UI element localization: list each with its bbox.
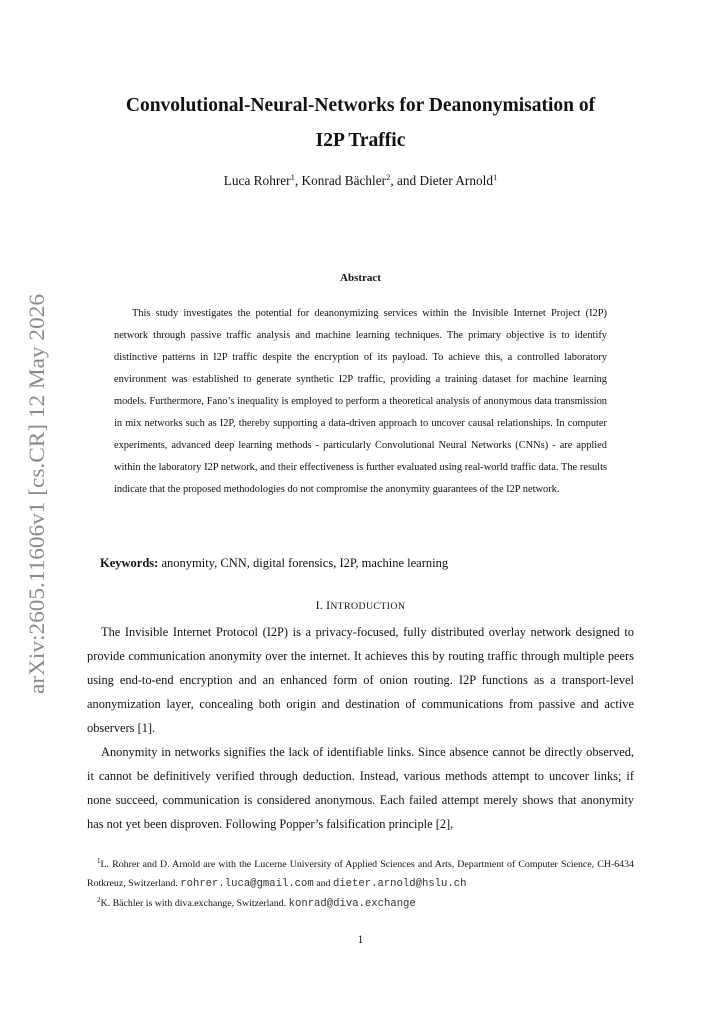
- author-affiliation-mark: 2: [386, 172, 391, 182]
- footnote-text: L. Rohrer and D. Arnold are with the Lucerne University of Applied Sciences and Arts, Department of Computer Science, CH-6434 Rotkreuz, Switzerland.: [87, 859, 634, 889]
- paper-title-line-2: I2P Traffic: [315, 130, 406, 151]
- keywords-text: anonymity, CNN, digital forensics, I2P, machine learning: [161, 556, 449, 570]
- author-name: Dieter Arnold: [419, 173, 493, 188]
- paper-title: [60, 88, 661, 158]
- email-link[interactable]: dieter.arnold@hslu.ch: [332, 878, 467, 890]
- footnote-2: [87, 894, 634, 914]
- footnote-mark: 1: [97, 857, 101, 865]
- footnote-mark: 2: [97, 896, 101, 904]
- footnote-text: K. Bächler is with diva.exchange, Switzerland.: [100, 898, 289, 909]
- abstract-heading: Abstract: [340, 272, 381, 284]
- abstract-text: This study investigates the potential for deanonymizing services within the Invisible Internet Project (I2P) network through passive traffic analysis and machine learning techniques. The primary objective is to identify distinctive patterns in I2P traffic despite the encryption of its payload. To achieve this, a controlled laboratory environment was established to generate synthetic I2P traffic, providing a training dataset for machine learning models. Furthermore, Fano’s inequality is employed to perform a theoretical analysis of anonymous data transmission in mix networks such as I2P, thereby supporting a data-driven approach to uncover causal relationships. In computer experiments, advanced deep learning methods - particularly Convolutional Neural Networks (CNNs) - are applied within the laboratory I2P network, and their effectiveness is further evaluated using real-world traffic data. The results indicate that the proposed methodologies do not compromise the anonymity guarantees of the I2P network.: [114, 308, 607, 495]
- author-separator: ,: [294, 173, 302, 188]
- page-number: 1: [357, 934, 364, 946]
- author-name: Luca Rohrer: [223, 173, 291, 188]
- email-link[interactable]: rohrer.luca@gmail.com: [180, 878, 314, 890]
- author-separator: , and: [390, 173, 420, 188]
- keywords-label: Keywords:: [100, 556, 159, 570]
- footnote-conjunction: and: [313, 878, 333, 889]
- paper-title-line-1: Convolutional-Neural-Networks for Deanonymisation of: [125, 95, 596, 116]
- author-name: Konrad Bächler: [301, 173, 387, 188]
- arxiv-identifier: arXiv:2605.11606v1 [cs.CR] 12 May 2026: [24, 315, 49, 694]
- section-heading-introduction: [60, 596, 661, 616]
- section-title-initial: I: [326, 598, 331, 612]
- author-affiliation-mark: 1: [290, 172, 295, 182]
- arxiv-stamp-graphic: [10, 294, 60, 694]
- section-numeral: I.: [315, 598, 327, 612]
- keywords-line: [100, 553, 640, 573]
- footnote-1: [87, 855, 634, 894]
- body-paragraph: The Invisible Internet Protocol (I2P) is a privacy-focused, fully distributed overlay network designed to provide communication anonymity over the internet. It achieves this by routing traffic through multiple peers using end-to-end encryption and an enhanced form of onion routing. I2P functions as a transport-level anonymization layer, concealing both origin and destination of communications from passive and active observers [1].: [87, 625, 634, 735]
- arxiv-sidebar-stamp: [10, 294, 60, 694]
- section-title-smallcaps: NTRODUCTION: [330, 601, 406, 612]
- author-list: [60, 171, 661, 191]
- author-affiliation-mark: 1: [492, 172, 498, 182]
- email-link[interactable]: konrad@diva.exchange: [288, 898, 416, 910]
- body-paragraph: Anonymity in networks signifies the lack of identifiable links. Since absence cannot be directly observed, it cannot be definitively verified through deduction. Instead, various methods attempt to uncover links; if none succeed, communication is considered anonymous. Each failed attempt merely shows that anonymity has not yet been disproven. Following Popper’s falsification principle [2],: [87, 745, 634, 831]
